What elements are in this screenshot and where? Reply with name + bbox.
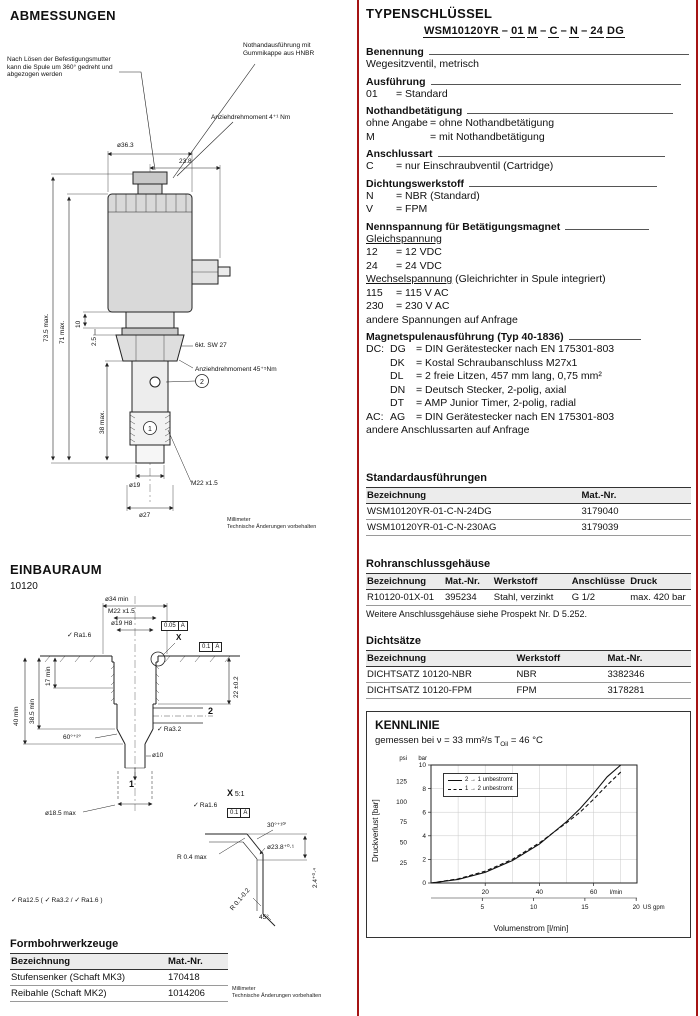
section-value: Wegesitzventil, metrisch <box>366 58 480 70</box>
cell: DICHTSATZ 10120-FPM <box>366 682 516 698</box>
cell: 3178281 <box>607 682 692 698</box>
surface-finish-alt2: ✓ Ra1.6 <box>74 897 98 904</box>
cell: 395234 <box>444 589 493 605</box>
type-code <box>422 25 691 38</box>
leader-line <box>469 186 657 187</box>
leader-line <box>431 84 682 85</box>
dichtsaetze-block <box>366 635 691 699</box>
section-label: Nothandbetätigung <box>366 105 463 117</box>
tools-title: Formbohrwerkzeuge <box>10 938 119 950</box>
table-row <box>366 666 691 682</box>
port-1-label: 1 <box>129 779 135 789</box>
option-code: 01 <box>366 87 378 100</box>
section-anschlussart <box>366 148 691 174</box>
chart-x-axis-label: Volumenstrom [l/min] <box>493 924 569 934</box>
tolerance-datum: A <box>178 622 187 630</box>
option-desc: = AMP Junior Timer, 2-polig, radial <box>416 397 577 409</box>
svg-text:10: 10 <box>418 762 426 770</box>
column-divider <box>357 0 359 1016</box>
dim-2-4: 2.4⁺⁰·⁴ <box>312 867 319 888</box>
note-spule: Nach Lösen der Befestigungsmutter kann die Spule um 360° gedreht und abgezogen werden <box>7 56 113 78</box>
port-1-marker: 1 <box>148 426 152 433</box>
chart-y-axis-label: Druckverlust [bar] <box>371 798 380 862</box>
type-code-sep: – <box>540 25 547 37</box>
measurement-condition <box>375 735 686 748</box>
option-code: AG <box>390 410 406 423</box>
dim-r04: R 0.4 max <box>177 854 207 861</box>
voltage-ac-note: (Gleichrichter in Spule integriert) <box>452 273 606 285</box>
col-header: Werkstoff <box>493 573 571 589</box>
dim-angle60: 60°⁺²° <box>63 734 82 741</box>
chart-area <box>381 749 681 924</box>
einbauraum-drawing <box>5 596 350 936</box>
svg-text:psi: psi <box>399 756 407 763</box>
type-code-sep: – <box>581 25 588 37</box>
spule-other-note: andere Anschlussarten auf Anfrage <box>366 424 530 436</box>
table-row <box>10 986 228 1002</box>
tools-table <box>10 953 228 1002</box>
svg-text:20: 20 <box>481 889 489 897</box>
col-header: Mat.-Nr. <box>444 573 493 589</box>
option-prefix: DC: <box>366 343 385 355</box>
svg-text:75: 75 <box>399 819 407 827</box>
option-code: 115 <box>366 286 383 299</box>
svg-text:15: 15 <box>581 904 589 912</box>
abmessungen-drawing <box>5 30 350 535</box>
dim-73-5: 73.5 max. <box>43 313 50 342</box>
torque-top-label: Anziehdrehmoment 4⁺¹ Nm <box>211 114 291 121</box>
page-edge-line <box>696 0 698 1016</box>
type-code-part: N <box>569 25 579 37</box>
col-header: Bezeichnung <box>366 650 516 666</box>
tolerance-value: 0.1 <box>202 644 211 650</box>
svg-text:125: 125 <box>396 778 407 786</box>
option-desc: = 2 freie Litzen, 457 mm lang, 0,75 mm² <box>416 370 602 382</box>
svg-text:bar: bar <box>418 756 427 763</box>
option-desc: = DIN Gerätestecker nach EN 175301-803 <box>416 410 615 423</box>
type-code-part: M <box>527 25 538 37</box>
col-header: Bezeichnung <box>366 573 444 589</box>
dim-r01-02: R 0.1-0.2 <box>228 887 252 913</box>
type-code-part: 01 <box>511 25 524 37</box>
col-header: Werkstoff <box>516 650 607 666</box>
dim-angle45: 45° <box>259 914 269 921</box>
abmessungen-drawing-svg <box>5 30 350 535</box>
dim-40min: 40 min <box>13 706 20 726</box>
col-header: Bezeichnung <box>366 487 581 503</box>
dim-d18-5: ø18.5 max <box>45 810 76 817</box>
surface-finish-close: ) <box>100 897 103 904</box>
dim-d23-8: ø23.8⁺⁰·¹ <box>267 844 294 851</box>
table-row <box>366 519 691 535</box>
tolerance-value: 0.1 <box>230 810 239 816</box>
typenschluessel-title: TYPENSCHLÜSSEL <box>366 6 493 21</box>
thread-label: M22 x1.5 <box>191 480 218 487</box>
col-header: Mat.-Nr. <box>167 954 228 970</box>
type-code-part: DG <box>607 25 624 37</box>
condition-pre: gemessen bei ν = 33 mm²/s T <box>375 734 501 746</box>
option-desc: = 115 V AC <box>396 286 449 299</box>
option-prefix: AC: <box>366 410 384 423</box>
cell: 3179039 <box>581 519 692 535</box>
dim-22: 22 ±0.2 <box>233 676 240 698</box>
option-code: DN <box>390 383 406 396</box>
detail-x-marker: X <box>176 633 182 642</box>
col-header: Druck <box>629 573 691 589</box>
section-magnetspule <box>366 331 691 438</box>
option-desc: = 230 V AC <box>396 300 450 312</box>
svg-text:40: 40 <box>535 889 544 897</box>
einbauraum-title: EINBAURAUM <box>10 562 102 577</box>
svg-text:60: 60 <box>590 889 598 897</box>
svg-text:0: 0 <box>422 880 426 888</box>
option-desc: = 24 VDC <box>396 259 442 272</box>
dim-17min: 17 min <box>45 666 52 686</box>
cell: NBR <box>516 666 607 682</box>
type-code-part: 24 <box>590 25 604 37</box>
cell: WSM10120YR-01-C-N-230AG <box>366 519 581 535</box>
legend-line-solid <box>448 780 462 781</box>
option-code: DK <box>390 356 405 369</box>
svg-text:8: 8 <box>422 786 426 794</box>
port-2-label: 2 <box>208 706 214 716</box>
tolerance-datum: A <box>212 643 221 651</box>
voltage-other-note: andere Spannungen auf Anfrage <box>366 313 518 326</box>
cell: 3382346 <box>607 666 692 682</box>
einbauraum-drawing-svg <box>5 596 350 936</box>
option-desc: = NBR (Standard) <box>396 189 480 202</box>
cell: 1014206 <box>167 986 228 1002</box>
leader-line <box>438 156 665 157</box>
abmessungen-title: ABMESSUNGEN <box>10 8 116 23</box>
cell: 3179040 <box>581 503 692 519</box>
option-code: DT <box>390 397 404 409</box>
dim-10: 10 <box>75 320 82 328</box>
legend-line-dashed <box>448 789 462 790</box>
right-column <box>366 6 691 938</box>
col-header: Anschlüsse <box>571 573 630 589</box>
option-code: C <box>366 160 374 172</box>
cell: Stahl, verzinkt <box>493 589 571 605</box>
section-nothandbetaetigung <box>366 105 691 144</box>
section-ausfuehrung <box>366 76 691 102</box>
dicht-table <box>366 650 691 699</box>
svg-text:50: 50 <box>399 839 407 847</box>
condition-post: = 46 °C <box>508 734 543 746</box>
condition-sub: Oil <box>500 740 509 748</box>
svg-text:4: 4 <box>422 833 426 841</box>
dim-angle30: 30°⁺¹⁰′ <box>267 822 287 829</box>
dim-d36: ø36.3 <box>117 142 134 149</box>
rohr-title: Rohranschlussgehäuse <box>366 557 491 570</box>
standard-title: Standardausführungen <box>366 471 488 484</box>
svg-text:25: 25 <box>399 860 407 868</box>
svg-text:20: 20 <box>632 904 640 912</box>
section-label: Dichtungswerkstoff <box>366 177 465 190</box>
cell: DICHTSATZ 10120-NBR <box>366 666 516 682</box>
svg-text:100: 100 <box>396 799 407 807</box>
surface-ra32: ✓ Ra3.2 <box>157 726 181 734</box>
section-nennspannung <box>366 221 691 328</box>
dim-d34: ø34 min <box>105 596 129 603</box>
dim-2-5: 2.5 <box>91 336 98 346</box>
hex-label: 6kt. SW 27 <box>195 342 227 349</box>
section-benennung <box>366 46 691 72</box>
cell: R10120-01X-01 <box>366 589 444 605</box>
svg-text:10: 10 <box>529 904 538 912</box>
leader-line <box>467 113 673 114</box>
svg-text:2: 2 <box>422 856 426 864</box>
option-code: 230 <box>366 300 384 312</box>
unit-note: Millimeter <box>227 517 251 523</box>
option-desc: = ohne Nothandbetätigung <box>430 117 555 129</box>
dim-d27: ø27 <box>139 512 151 519</box>
leader-line <box>569 339 641 340</box>
dim-d19-h8: ø19 H8 <box>111 620 133 627</box>
detail-title <box>227 790 245 799</box>
option-desc: = 12 VDC <box>396 246 442 258</box>
legend-label: 1 → 2 unbestromt <box>465 786 513 793</box>
table-row <box>366 589 691 605</box>
cell: FPM <box>516 682 607 698</box>
voltage-dc-label: Gleichspannung <box>366 232 442 245</box>
rohranschlussgehaeuse-block <box>366 558 691 619</box>
dim-d19: ø19 <box>129 482 141 489</box>
kennlinie-chart <box>381 749 681 919</box>
option-code: 12 <box>366 246 378 258</box>
dim-m22: M22 x1.5 <box>108 608 135 615</box>
section-label: Magnetspulenausführung (Typ 40-1836) <box>366 331 564 343</box>
surface-finish-slash: / <box>70 897 73 904</box>
kennlinie-title: KENNLINIE <box>375 717 440 732</box>
section-label: Ausführung <box>366 75 426 88</box>
detail-title-scale: 5:1 <box>234 791 245 798</box>
note-nothand: Nothandausführung mit Gummikappe aus HNBR <box>243 42 315 57</box>
option-code: V <box>366 203 374 215</box>
option-desc: = mit Nothandbetätigung <box>430 130 545 143</box>
option-desc: = FPM <box>396 203 428 215</box>
cell: 170418 <box>167 970 228 986</box>
surface-finish-open: ( <box>40 897 43 904</box>
option-code: N <box>366 189 374 202</box>
tolerance-frame-3 <box>227 808 250 818</box>
dim-71: 71 max. <box>59 320 66 344</box>
standardausfuehrungen-block <box>366 472 691 536</box>
surface-finish-main: ✓ Ra12.5 <box>11 897 39 904</box>
option-desc: = Standard <box>396 87 448 100</box>
dicht-title: Dichtsätze <box>366 634 422 647</box>
section-label: Benennung <box>366 46 424 58</box>
cell: G 1/2 <box>571 589 630 605</box>
change-note: Technische Änderungen vorbehalten <box>232 993 322 999</box>
detail-title-x: X <box>227 788 234 798</box>
cell: Stufensenker (Schaft MK3) <box>10 970 167 986</box>
type-code-sep: – <box>560 25 567 37</box>
col-header: Mat.-Nr. <box>607 650 692 666</box>
cell: max. 420 bar <box>629 589 691 605</box>
col-header: Bezeichnung <box>10 954 167 970</box>
svg-text:US gpm: US gpm <box>643 905 665 912</box>
kennlinie-section <box>366 711 691 939</box>
option-code: DG <box>390 343 406 355</box>
formbohrwerkzeuge-block <box>10 938 228 1002</box>
col-header: Mat.-Nr. <box>581 487 692 503</box>
dim-38-5min: 38.5 min <box>29 699 36 724</box>
leader-line <box>429 54 689 55</box>
table-row <box>366 682 691 698</box>
leader-line <box>565 229 649 230</box>
port-2-marker: 2 <box>200 379 204 386</box>
standard-table <box>366 487 691 536</box>
table-row <box>10 970 228 986</box>
surface-finish-alt1: ✓ Ra3.2 <box>45 897 69 904</box>
table-row <box>366 503 691 519</box>
dim-23-8: 23.8 <box>179 158 192 165</box>
cell: Reibahle (Schaft MK2) <box>10 986 167 1002</box>
type-code-sep: – <box>501 25 509 37</box>
option-desc: = Kostal Schraubanschluss M27x1 <box>416 356 578 369</box>
voltage-ac-label: Wechselspannung <box>366 273 453 285</box>
option-code: DL <box>390 370 404 382</box>
chart-legend <box>443 773 518 797</box>
einbauraum-code: 10120 <box>10 581 38 592</box>
option-desc: = DIN Gerätestecker nach EN 175301-803 <box>416 343 615 355</box>
svg-text:l/min: l/min <box>609 890 623 897</box>
type-code-part: WSM10120YR <box>424 25 499 37</box>
option-code: ohne Angabe <box>366 117 428 129</box>
change-note: Technische Änderungen vorbehalten <box>227 524 317 530</box>
section-dichtungswerkstoff <box>366 178 691 217</box>
torque-bottom-label: Anziehdrehmoment 45⁺⁵Nm <box>195 366 277 373</box>
tolerance-value: 0.05 <box>164 623 176 629</box>
tolerance-frame-2 <box>199 642 222 652</box>
surface-ra16-detail: ✓ Ra1.6 <box>193 802 217 810</box>
section-label: Nennspannung für Betätigungsmagnet <box>366 220 561 233</box>
dim-38: 38 max. <box>99 410 106 434</box>
dim-d10: ø10 <box>152 752 164 759</box>
option-desc: = nur Einschraubventil (Cartridge) <box>396 160 554 172</box>
option-code: M <box>366 130 375 143</box>
option-desc: = Deutsch Stecker, 2-polig, axial <box>416 383 567 396</box>
surface-ra16: ✓ Ra1.6 <box>67 632 91 640</box>
unit-note: Millimeter <box>232 986 256 992</box>
legend-label: 2 → 1 unbestromt <box>465 777 513 784</box>
svg-text:6: 6 <box>422 809 426 817</box>
rohr-table <box>366 573 691 606</box>
surface-finish-row <box>11 896 103 904</box>
option-code: 24 <box>366 259 378 272</box>
tolerance-datum: A <box>240 809 249 817</box>
cell: WSM10120YR-01-C-N-24DG <box>366 503 581 519</box>
section-label: Anschlussart <box>366 148 433 160</box>
tolerance-frame-1 <box>161 621 188 631</box>
type-code-part: C <box>549 25 558 37</box>
rohr-note: Weitere Anschlussgehäuse siehe Prospekt Nr. D 5.252. <box>366 608 587 619</box>
svg-text:5: 5 <box>480 904 485 912</box>
